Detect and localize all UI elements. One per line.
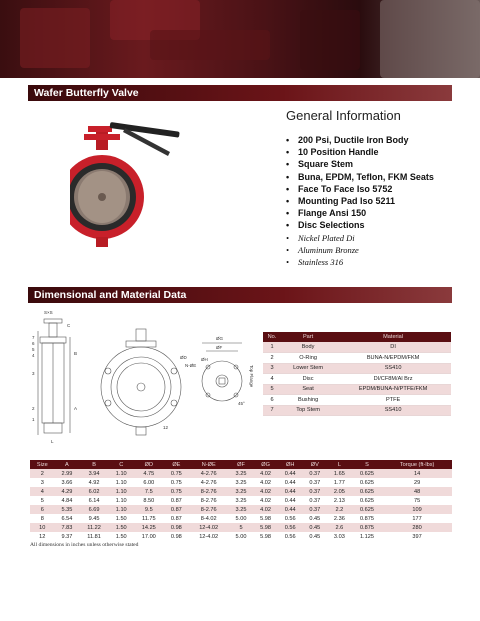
col-header: Material (335, 332, 451, 342)
table-cell: 4.02 (253, 469, 278, 478)
table-cell: 0.45 (309, 533, 321, 540)
table-cell: 0.44 (284, 497, 296, 504)
table-cell: 2.36 (333, 515, 345, 522)
label-45-deg: 45° (238, 401, 245, 406)
col-header: Part (281, 332, 335, 342)
table-cell: 0.75 (164, 469, 189, 478)
table-cell: 2.99 (55, 469, 80, 478)
table-cell: 0.625 (359, 497, 374, 504)
table-cell: 2 (263, 353, 281, 364)
table-cell: Top Stem (281, 405, 335, 416)
table-cell: 9.45 (88, 515, 100, 522)
col-header: C (109, 460, 134, 469)
table-cell: 0.45 (302, 523, 327, 532)
table-cell: 3.25 (229, 505, 254, 514)
table-cell: 6.69 (79, 505, 109, 514)
col-header: ØV (302, 460, 327, 469)
table-row (263, 342, 451, 353)
label-phi-h: ØH (201, 357, 208, 362)
table-cell: 8 (40, 515, 44, 522)
table-cell: Disc (281, 374, 335, 385)
table-cell: 1.10 (109, 505, 134, 514)
table-cell: 0.56 (278, 523, 303, 532)
table-row (30, 478, 452, 487)
table-cell: 1 (263, 342, 281, 353)
table-cell: 29 (413, 479, 421, 486)
col-header: S (352, 460, 383, 469)
label-b: B (74, 351, 78, 356)
table-cell: 3.25 (229, 469, 254, 478)
table-cell: 0.625 (359, 479, 374, 486)
col-header: Torque (ft-lbs) (382, 460, 452, 469)
label-n-phi-e: N-ØE (185, 363, 197, 368)
table-cell: 2.13 (333, 497, 345, 504)
table-cell: 4.29 (55, 487, 80, 496)
table-cell: Seat (281, 384, 335, 395)
table-cell: 0.44 (278, 505, 303, 514)
feature-item: • Mounting Pad Iso 5211 (286, 195, 434, 207)
table-cell: SS410 (335, 363, 451, 374)
table-row (30, 505, 452, 514)
valve-product-image (70, 112, 190, 262)
feature-list (286, 134, 434, 268)
table-row (263, 353, 451, 364)
table-cell: 5.98 (260, 533, 272, 540)
technical-drawings (30, 305, 255, 455)
table-cell: O-Ring (281, 353, 335, 364)
dimensional-section-title: Dimensional and Material Data (28, 287, 452, 303)
table-cell: 2 (30, 469, 55, 478)
table-cell: 1.50 (109, 523, 134, 532)
table-cell: 5 (40, 497, 44, 504)
callout-7: 7 (32, 335, 35, 340)
label-top-flange: Top Flange (249, 365, 254, 388)
table-row (263, 374, 451, 385)
callout-4: 4 (32, 353, 35, 358)
table-cell: 0.87 (170, 497, 182, 504)
table-cell: 10 (30, 523, 55, 532)
top-flange-drawing (202, 343, 242, 401)
table-cell: 0.87 (164, 505, 189, 514)
table-cell: 0.875 (352, 523, 383, 532)
product-section-title: Wafer Butterfly Valve (28, 85, 452, 101)
table-cell: 4.75 (134, 469, 165, 478)
table-cell: 3 (40, 479, 44, 486)
table-cell: 6.14 (88, 497, 100, 504)
callout-3: 3 (32, 371, 35, 376)
col-header: ØG (253, 460, 278, 469)
table-cell: 11.75 (142, 515, 156, 522)
table-row (30, 514, 452, 523)
col-header: ØE (164, 460, 189, 469)
table-cell: 8-2.76 (200, 497, 217, 504)
callout-6: 6 (32, 341, 35, 346)
col-header: Size (30, 460, 55, 469)
table-cell: 3.25 (235, 497, 247, 504)
table-cell: 5.00 (235, 515, 247, 522)
table-cell: 0.87 (170, 515, 182, 522)
table-cell: BUNA-N/EPDM/FKM (335, 353, 451, 364)
table-cell: Bushing (281, 395, 335, 406)
table-cell: 6 (30, 505, 55, 514)
table-cell: 3.25 (235, 479, 247, 486)
table-cell: 48 (382, 487, 452, 496)
table-row (263, 384, 451, 395)
table-cell: 177 (412, 515, 422, 522)
callout-5: 5 (32, 347, 35, 352)
label-phi-d: ØD (180, 355, 187, 360)
table-cell: 9.37 (61, 533, 73, 540)
table-row (30, 487, 452, 496)
col-header: ØF (229, 460, 254, 469)
table-cell: 3.25 (229, 487, 254, 496)
label-phi-f: ØF (216, 345, 223, 350)
table-cell: 12 (39, 533, 46, 540)
table-cell: 8-2.76 (189, 487, 229, 496)
table-cell: 0.875 (359, 515, 374, 522)
label-l: L (51, 439, 54, 444)
table-cell: 5.00 (235, 533, 247, 540)
table-cell: 8-4.02 (200, 515, 217, 522)
table-cell: 1.10 (109, 469, 134, 478)
table-row (30, 496, 452, 505)
table-cell: 4.02 (260, 479, 272, 486)
table-cell: 0.44 (284, 479, 296, 486)
table-cell: 2.05 (327, 487, 352, 496)
front-view-drawing (101, 329, 181, 435)
table-cell: 8.50 (143, 497, 155, 504)
table-cell: 5 (263, 384, 281, 395)
table-cell: 1.10 (109, 487, 134, 496)
table-cell: DI/CF8M/Al Brz (335, 374, 451, 385)
table-cell: 5 (229, 523, 254, 532)
feature-item: • Disc Selections (286, 219, 434, 231)
feature-item: • Square Stem (286, 158, 434, 170)
table-cell: DI (335, 342, 451, 353)
table-cell: 0.75 (164, 487, 189, 496)
table-cell: 280 (382, 523, 452, 532)
table-row (30, 523, 452, 532)
feature-item: • 10 Position Handle (286, 146, 434, 158)
disc-option: • Nickel Plated Di (286, 232, 434, 244)
parts-material-table (263, 332, 451, 416)
feature-item: • 200 Psi, Ductile Iron Body (286, 134, 434, 146)
table-cell: 75 (413, 497, 421, 504)
callout-2: 2 (32, 406, 35, 411)
table-cell: 4-2.76 (189, 469, 229, 478)
feature-item: • Flange Ansi 150 (286, 207, 434, 219)
table-row (263, 363, 451, 374)
table-cell: 0.44 (278, 469, 303, 478)
table-cell: 17.00 (141, 533, 156, 540)
table-cell: 6.54 (61, 515, 73, 522)
callout-1: 1 (32, 417, 35, 422)
table-cell: 12-4.02 (189, 523, 229, 532)
table-cell: 1.65 (327, 469, 352, 478)
table-cell: 0.56 (284, 533, 296, 540)
table-cell: 5.98 (260, 515, 272, 522)
table-cell: Lower Stem (281, 363, 335, 374)
col-header: N-ØE (189, 460, 229, 469)
table-cell: 0.625 (352, 505, 383, 514)
callout-12: 12 (163, 425, 169, 430)
table-cell: 6.00 (143, 479, 155, 486)
col-header: L (327, 460, 352, 469)
table-cell: 5.98 (253, 523, 278, 532)
table-cell: 7.5 (134, 487, 165, 496)
table-cell: 11.81 (87, 533, 101, 540)
table-cell: 0.37 (309, 497, 321, 504)
table-cell: 0.75 (170, 479, 182, 486)
table-cell: 7.83 (55, 523, 80, 532)
table-cell: 109 (382, 505, 452, 514)
table-cell: PTFE (335, 395, 451, 406)
col-header: No. (263, 332, 281, 342)
table-cell: 7 (263, 405, 281, 416)
table-cell: 0.37 (302, 487, 327, 496)
label-sxs: S×S (44, 310, 53, 315)
table-cell: 14.25 (134, 523, 165, 532)
table-cell: 5.35 (55, 505, 80, 514)
disc-option: • Aluminum Bronze (286, 244, 434, 256)
col-header: A (55, 460, 80, 469)
label-c: C (67, 323, 71, 328)
disc-option: • Stainless 316 (286, 256, 434, 268)
table-cell: 1.50 (115, 515, 127, 522)
label-a: A (74, 406, 78, 411)
table-cell: 0.625 (352, 487, 383, 496)
table-cell: 1.125 (359, 533, 374, 540)
side-view-drawing (38, 319, 70, 435)
table-cell: 0.45 (309, 515, 321, 522)
table-cell: 0.98 (164, 523, 189, 532)
table-cell: 0.37 (302, 505, 327, 514)
table-cell: 14 (382, 469, 452, 478)
hero-banner (0, 0, 480, 78)
col-header: B (79, 460, 109, 469)
table-cell: EPDM/BUNA-N/PTFE/FKM (335, 384, 451, 395)
dimensions-footnote: All dimensions in inches unless otherwise stated (30, 542, 139, 548)
table-row (30, 469, 452, 478)
table-cell: 3 (263, 363, 281, 374)
table-cell: 9.5 (134, 505, 165, 514)
dimensions-table (30, 460, 452, 541)
table-cell: 1.10 (115, 497, 127, 504)
feature-item: • Face To Face Iso 5752 (286, 183, 434, 195)
table-cell: 1.77 (333, 479, 345, 486)
table-row (30, 532, 452, 541)
table-cell: 397 (412, 533, 422, 540)
table-cell: 4.92 (88, 479, 100, 486)
table-cell: 0.625 (352, 469, 383, 478)
table-cell: 4.02 (253, 487, 278, 496)
table-cell: 3.94 (79, 469, 109, 478)
table-cell: 1.10 (115, 479, 127, 486)
table-cell: 0.56 (284, 515, 296, 522)
table-cell: 8-2.76 (189, 505, 229, 514)
col-header: ØH (278, 460, 303, 469)
table-row (263, 395, 451, 406)
table-cell: 4.02 (260, 497, 272, 504)
table-cell: 6 (263, 395, 281, 406)
general-info-title: General Information (286, 108, 401, 123)
table-cell: 0.37 (309, 479, 321, 486)
table-cell: SS410 (335, 405, 451, 416)
table-cell: 4 (263, 374, 281, 385)
col-header: ØD (134, 460, 165, 469)
table-cell: Body (281, 342, 335, 353)
feature-item: • Buna, EPDM, Teflon, FKM Seats (286, 171, 434, 183)
table-cell: 0.37 (302, 469, 327, 478)
table-cell: 0.98 (170, 533, 182, 540)
table-cell: 3.03 (333, 533, 345, 540)
table-cell: 3.66 (61, 479, 73, 486)
table-cell: 4 (30, 487, 55, 496)
table-cell: 1.50 (115, 533, 127, 540)
table-cell: 2.2 (327, 505, 352, 514)
table-cell: 4-2.76 (200, 479, 217, 486)
table-cell: 12-4.02 (199, 533, 219, 540)
table-cell: 11.22 (79, 523, 109, 532)
table-row (263, 405, 451, 416)
table-cell: 2.6 (327, 523, 352, 532)
table-cell: 4.02 (253, 505, 278, 514)
table-cell: 6.02 (79, 487, 109, 496)
table-cell: 0.44 (278, 487, 303, 496)
label-phi-g: ØG (216, 336, 224, 341)
table-cell: 4.84 (61, 497, 73, 504)
